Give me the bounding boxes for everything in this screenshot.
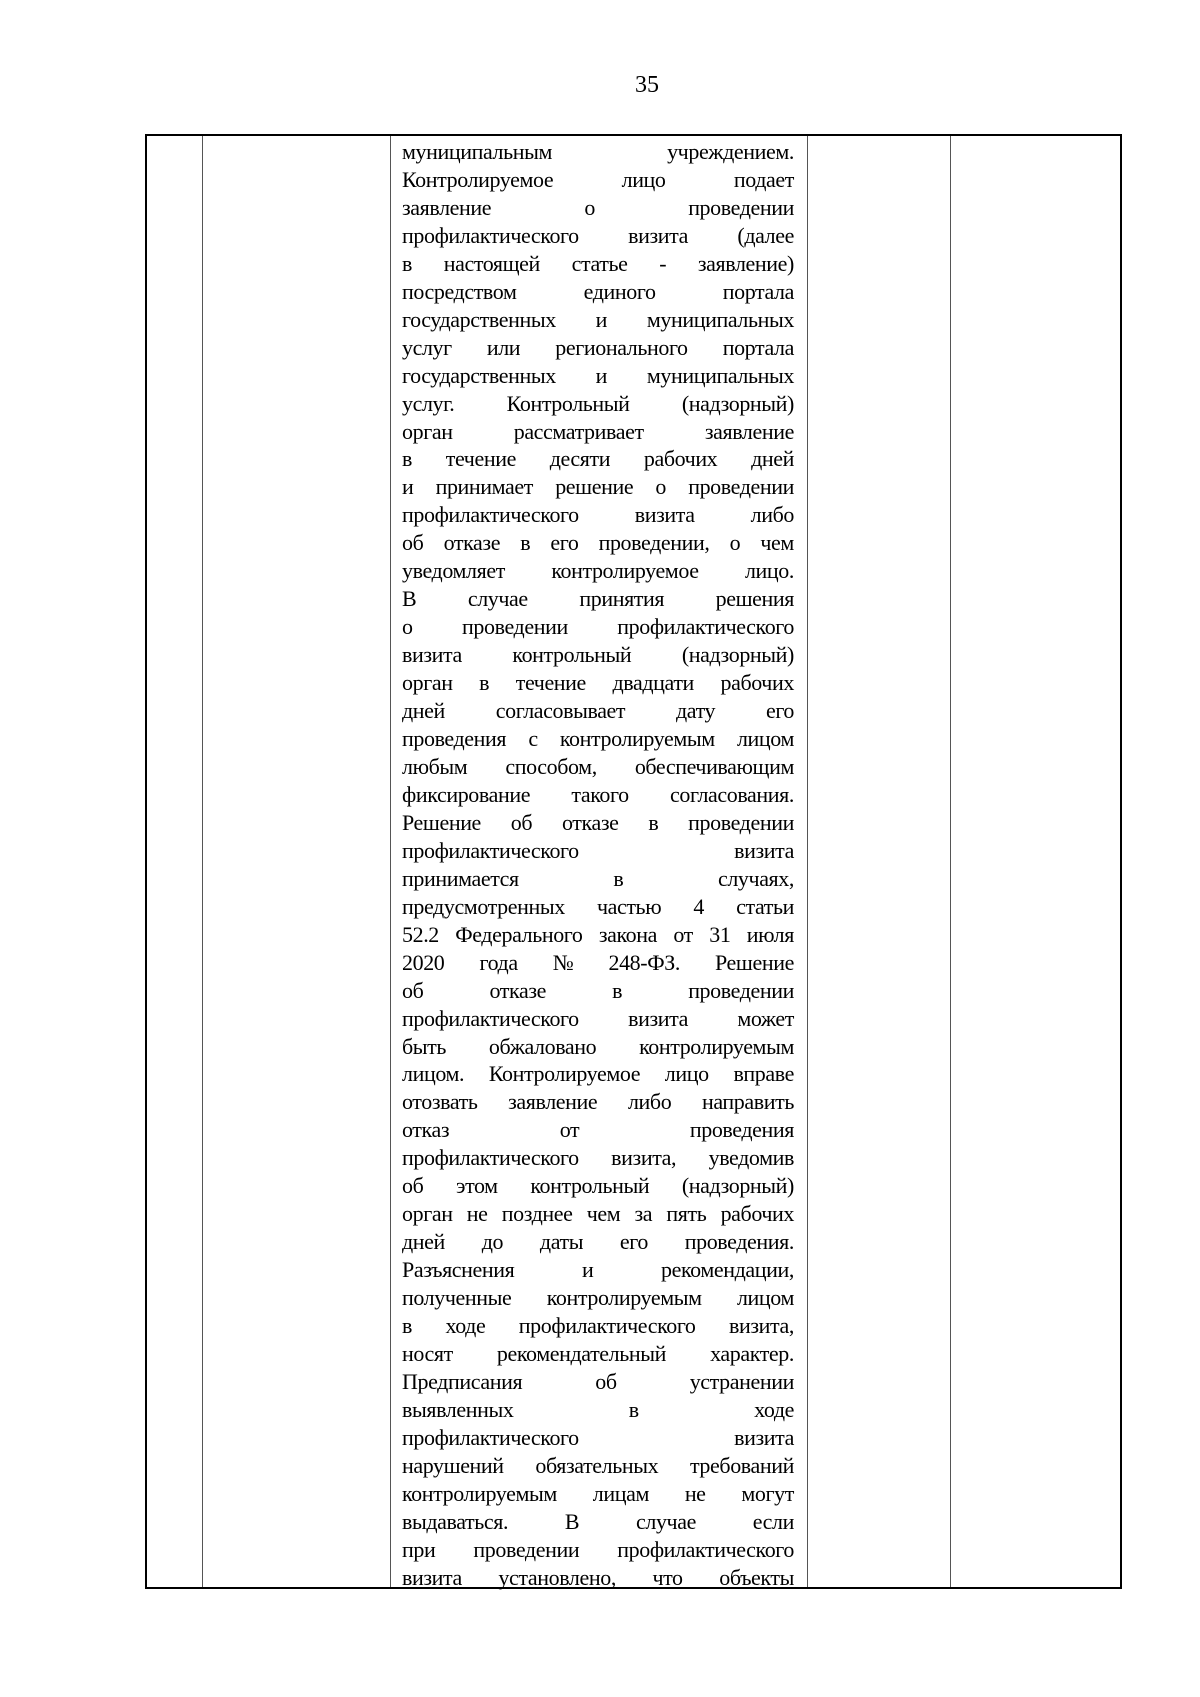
text-line: государственных и муниципальных <box>402 306 794 332</box>
text-line: заявление о проведении <box>402 194 794 220</box>
page-number: 35 <box>635 72 659 98</box>
text-line: профилактического визита либо <box>402 502 794 528</box>
text-line: визита установлено, что объекты <box>402 1564 794 1590</box>
text-line: любым способом, обеспечивающим <box>402 753 794 779</box>
text-line: в течение десяти рабочих дней <box>402 446 794 472</box>
text-line: предусмотренных частью 4 статьи <box>402 893 794 919</box>
text-line: 52.2 Федерального закона от 31 июля <box>402 921 794 947</box>
text-line: Решение об отказе в проведении <box>402 809 794 835</box>
text-line: уведомляет контролируемое лицо. <box>402 558 794 584</box>
text-line: дней до даты его проведения. <box>402 1229 794 1255</box>
text-line: об отказе в проведении <box>402 977 794 1003</box>
document-table <box>145 134 1122 1589</box>
text-line: фиксирование такого согласования. <box>402 781 794 807</box>
text-line: отказ от проведения <box>402 1117 794 1143</box>
text-line: при проведении профилактического <box>402 1536 794 1562</box>
text-line: 2020 года № 248-ФЗ. Решение <box>402 949 794 975</box>
text-line: полученные контролируемым лицом <box>402 1285 794 1311</box>
text-line: и принимает решение о проведении <box>402 474 794 500</box>
column-divider <box>807 136 808 1587</box>
text-line: принимается в случаях, <box>402 865 794 891</box>
column-divider <box>390 136 391 1587</box>
text-line: профилактического визита, уведомив <box>402 1145 794 1171</box>
text-line: государственных и муниципальных <box>402 362 794 388</box>
column-divider <box>950 136 951 1587</box>
table-cell-text <box>402 138 794 1592</box>
text-line: об этом контрольный (надзорный) <box>402 1173 794 1199</box>
text-line: в ходе профилактического визита, <box>402 1313 794 1339</box>
text-line: контролируемым лицам не могут <box>402 1480 794 1506</box>
text-line: Разъяснения и рекомендации, <box>402 1257 794 1283</box>
text-line: быть обжаловано контролируемым <box>402 1033 794 1059</box>
text-line: орган в течение двадцати рабочих <box>402 670 794 696</box>
column-divider <box>202 136 203 1587</box>
text-line: визита контрольный (надзорный) <box>402 642 794 668</box>
text-line: орган рассматривает заявление <box>402 418 794 444</box>
text-line: профилактического визита (далее <box>402 222 794 248</box>
text-line: орган не позднее чем за пять рабочих <box>402 1201 794 1227</box>
text-line: дней согласовывает дату его <box>402 698 794 724</box>
text-line: нарушений обязательных требований <box>402 1452 794 1478</box>
text-line: профилактического визита может <box>402 1005 794 1031</box>
text-line: выявленных в ходе <box>402 1396 794 1422</box>
text-line: выдаваться. В случае если <box>402 1508 794 1534</box>
text-line: отозвать заявление либо направить <box>402 1089 794 1115</box>
text-line: проведения с контролируемым лицом <box>402 726 794 752</box>
text-line: услуг или регионального портала <box>402 334 794 360</box>
text-line: услуг. Контрольный (надзорный) <box>402 390 794 416</box>
text-line: посредством единого портала <box>402 278 794 304</box>
text-line: носят рекомендательный характер. <box>402 1340 794 1366</box>
text-line: в настоящей статье - заявление) <box>402 250 794 276</box>
text-line: лицом. Контролируемое лицо вправе <box>402 1061 794 1087</box>
text-line: о проведении профилактического <box>402 614 794 640</box>
text-line: муниципальным учреждением. <box>402 139 794 164</box>
text-line: об отказе в его проведении, о чем <box>402 530 794 556</box>
text-line: профилактического визита <box>402 837 794 863</box>
text-line: профилактического визита <box>402 1424 794 1450</box>
text-line: Предписания об устранении <box>402 1368 794 1394</box>
text-line: В случае принятия решения <box>402 586 794 612</box>
text-line: Контролируемое лицо подает <box>402 166 794 192</box>
